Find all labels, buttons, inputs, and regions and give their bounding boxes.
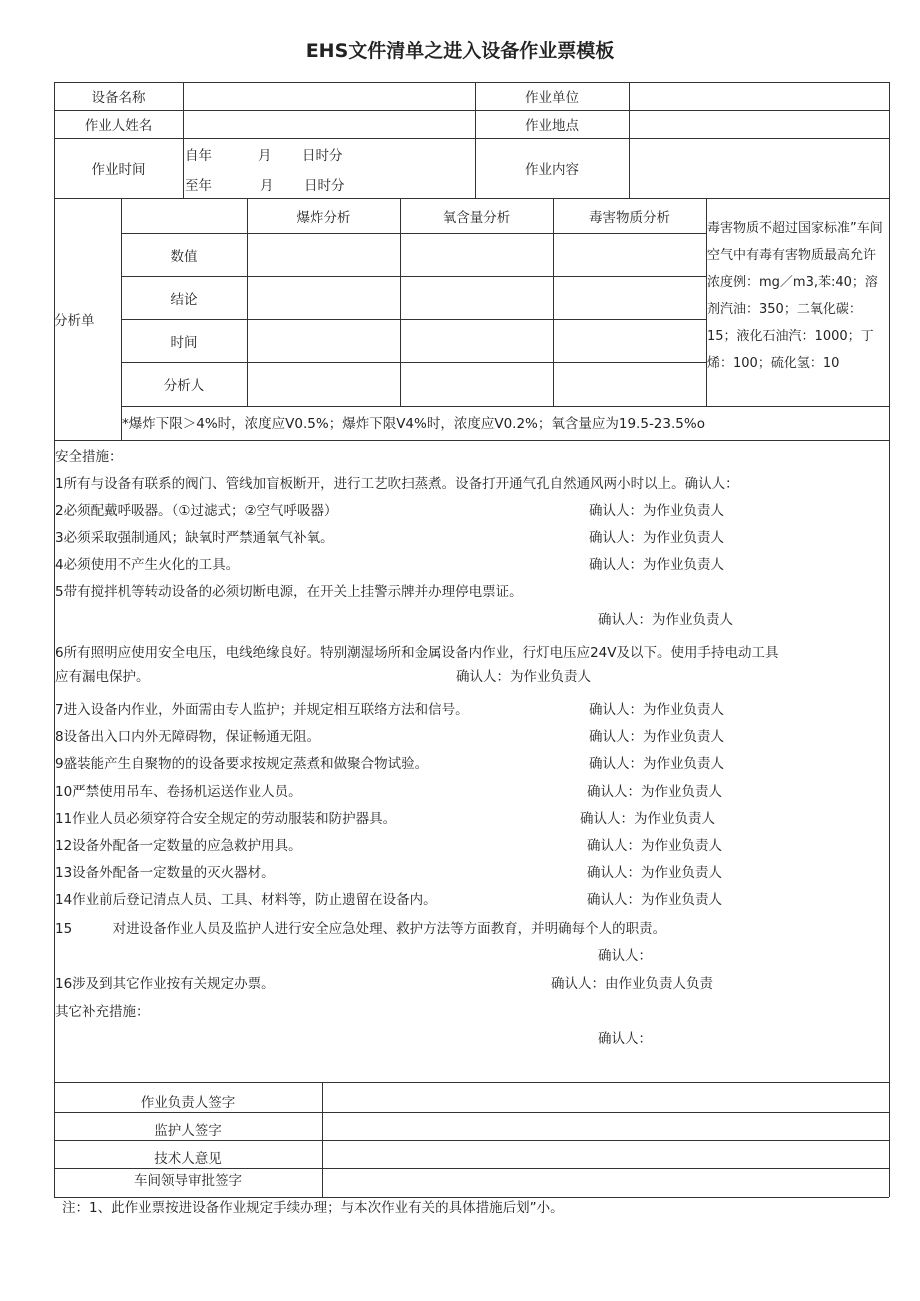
analysis-label: 分析单 [54, 313, 95, 329]
work-content-field[interactable] [629, 138, 889, 198]
toxic-limit-note: 毒害物质不超过国家标准”车间空气中有毒有害物质最高允许浓度例：mg／m3,苯:40；溶剂汽油：350；二氧化碳：15；液化石油汽：1000；丁烯：100；硫化氢：10 [707, 221, 883, 371]
confirm: 确认人：为作业负责人 [587, 865, 722, 881]
safety-item-15: 15 对进设备作业人员及监护人进行安全应急处理、救护方法等方面教育，并明确每个人的职责。 [55, 921, 667, 937]
confirm: 确认人：由作业负责人负责 [551, 976, 713, 992]
safety-item-16: 16涉及到其它作业按有关规定办票。 [55, 976, 275, 992]
safety-item-5: 5带有搅拌机等转动设备的必须切断电源，在开关上挂警示牌并办理停电票证。 [55, 584, 523, 600]
confirm: 确认人：为作业负责人 [589, 557, 724, 573]
divider [54, 1197, 889, 1198]
time-from-day: 日时分 [302, 148, 343, 164]
technician-opinion-field[interactable] [322, 1140, 889, 1168]
divider [54, 440, 889, 441]
col-toxic: 毒害物质分析 [589, 209, 670, 226]
confirm: 确认人：为作业负责人 [580, 811, 715, 827]
work-content-label: 作业内容 [525, 162, 579, 178]
confirm: 确认人：为作业负责人 [456, 669, 591, 685]
col-oxygen: 氧含量分析 [442, 209, 511, 226]
leader-signature-field[interactable] [322, 1082, 889, 1112]
work-unit-field[interactable] [629, 82, 889, 110]
row-conclusion: 结论 [170, 291, 198, 308]
time-to-year: 至年 [185, 178, 212, 194]
explosion-limit-note: *爆炸下限＞4%时，浓度应V0.5%；爆炸下限V4%时，浓度应V0.2%；氧含量应为19.5-23.5%o [122, 416, 705, 432]
safety-item-6: 6所有照明应使用安全电压，电线绝缘良好。特别潮湿场所和金属设备内作业，行灯电压应24V及以下。使用手持电动工具 [55, 645, 779, 661]
confirm: 确认人：为作业负责人 [589, 530, 724, 546]
confirm: 确认人：为作业负责人 [589, 702, 724, 718]
leader-signature-label: 作业负责人签字 [140, 1095, 236, 1111]
confirm: 确认人：为作业负责人 [598, 612, 733, 628]
work-location-label: 作业地点 [525, 118, 579, 134]
technician-opinion-label: 技术人意见 [154, 1151, 222, 1167]
guardian-signature-field[interactable] [322, 1112, 889, 1140]
confirm: 确认人： [598, 1031, 652, 1047]
safety-item-8: 8设备出入口内外无障碍物，保证畅通无阻。 [55, 729, 321, 745]
work-time-label: 作业时间 [91, 162, 146, 178]
confirm: 确认人： [598, 948, 652, 964]
row-analyst: 分析人 [163, 378, 205, 394]
workshop-approval-field[interactable] [322, 1168, 889, 1197]
worker-name-field[interactable] [183, 110, 475, 138]
safety-item-14: 14作业前后登记清点人员、工具、材料等，防止遗留在设备内。 [55, 892, 437, 908]
divider [121, 406, 889, 407]
confirm: 确认人：为作业负责人 [589, 756, 724, 772]
confirm: 确认人：为作业负责人 [587, 784, 722, 800]
confirm: 确认人：为作业负责人 [587, 838, 722, 854]
safety-item-11: 11作业人员必须穿符合安全规定的劳动服装和防护器具。 [55, 811, 397, 827]
equipment-name-label: 设备名称 [91, 90, 146, 106]
col-explosion: 爆炸分析 [296, 209, 351, 226]
time-from-month: 月 [258, 148, 272, 164]
page-title: EHS文件清单之进入设备作业票模板 [305, 40, 615, 62]
confirm: 确认人：为作业负责人 [589, 503, 724, 519]
guardian-signature-label: 监护人签字 [154, 1123, 222, 1139]
safety-item-9: 9盛装能产生自聚物的的设备要求按规定蒸煮和做聚合物试验。 [55, 756, 429, 772]
work-location-field[interactable] [629, 110, 889, 138]
row-time: 时间 [170, 334, 198, 351]
time-to-month: 月 [260, 178, 274, 194]
safety-item-4: 4必须使用不产生火化的工具。 [55, 557, 240, 573]
row-value: 数值 [170, 248, 198, 265]
safety-item-13: 13设备外配备一定数量的灭火器材。 [55, 865, 275, 881]
other-measures-label: 其它补充措施： [55, 1004, 150, 1020]
confirm: 确认人：为作业负责人 [587, 892, 722, 908]
safety-item-12: 12设备外配备一定数量的应急救护用具。 [55, 838, 302, 854]
footer-note: 注：1、此作业票按进设备作业规定手续办理；与本次作业有关的具体措施后划”小。 [62, 1200, 564, 1216]
safety-item-10: 10严禁使用吊车、卷扬机运送作业人员。 [55, 784, 302, 800]
safety-item-3: 3必须采取强制通风；缺氧时严禁通氧气补氧。 [55, 530, 334, 546]
safety-item-6-cont: 应有漏电保护。 [55, 669, 150, 685]
divider [889, 82, 890, 1197]
safety-item-7: 7进入设备内作业，外面需由专人监护；并规定相互联络方法和信号。 [55, 702, 469, 718]
safety-heading: 安全措施： [55, 449, 123, 465]
workshop-approval-label: 车间领导审批签字 [134, 1173, 242, 1189]
equipment-name-field[interactable] [183, 82, 475, 110]
safety-item-1: 1所有与设备有联系的阀门、管线加盲板断开，进行工艺吹扫蒸煮。设备打开通气孔自然通风两小时以上。确认人： [55, 476, 739, 492]
confirm: 确认人：为作业负责人 [589, 729, 724, 745]
safety-item-2: 2必须配戴呼吸器。（①过滤式；②空气呼吸器） [55, 503, 338, 519]
worker-name-label: 作业人姓名 [84, 118, 153, 134]
time-to-day: 日时分 [304, 178, 345, 194]
time-from-year: 自年 [185, 148, 212, 164]
work-unit-label: 作业单位 [525, 90, 579, 106]
